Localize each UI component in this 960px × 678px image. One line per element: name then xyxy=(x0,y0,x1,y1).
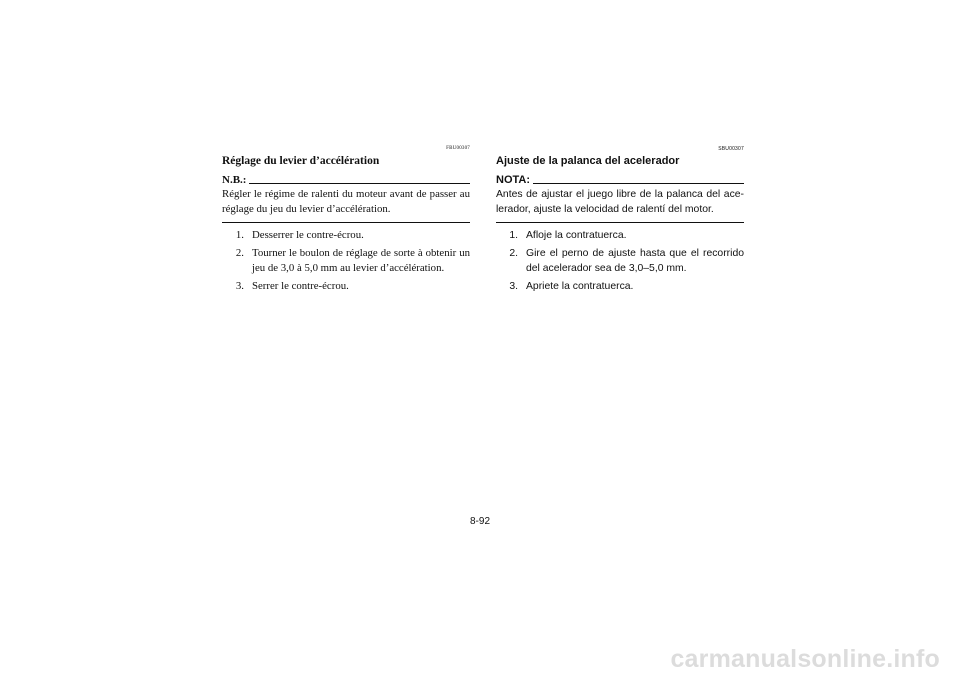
note-label: NOTA: xyxy=(496,174,531,186)
note-header xyxy=(222,173,470,187)
note-header xyxy=(496,173,744,187)
watermark: carmanualsonline.info xyxy=(670,645,940,673)
step-number: 1. xyxy=(235,229,244,241)
step-item xyxy=(222,279,470,294)
note-text: Antes de ajustar el juego libre de la palanca del ace-lerador, ajuste la velocidad de ralentí del motor. xyxy=(496,187,744,223)
step-number: 2. xyxy=(509,248,518,259)
note-text: Régler le régime de ralenti du moteur avant de passer au réglage du jeu du levier d’accélération. xyxy=(222,187,470,223)
step-number: 3. xyxy=(509,281,518,292)
step-text: Serrer le contre-écrou. xyxy=(252,280,349,292)
step-text: Tourner le boulon de réglage de sorte à obtenir un jeu de 3,0 à 5,0 mm au levier d’accélération. xyxy=(252,247,470,274)
page-number: 8-92 xyxy=(469,516,490,527)
section-code: FBU00307 xyxy=(446,146,470,151)
step-item xyxy=(496,279,744,294)
step-item xyxy=(222,246,470,276)
spanish-column xyxy=(496,146,744,297)
section-title: Réglage du levier d’accélération xyxy=(222,155,380,167)
step-item xyxy=(496,228,744,243)
section-code: SBU00307 xyxy=(718,146,744,152)
step-text: Afloje la contratuerca. xyxy=(526,230,627,241)
section-title: Ajuste de la palanca del acelerador xyxy=(496,155,680,167)
step-text: Gire el perno de ajuste hasta que el recorrido del acelerador sea de 3,0–5,0 mm. xyxy=(526,248,744,274)
french-column xyxy=(222,146,470,297)
note-label: N.B.: xyxy=(222,174,247,186)
step-item xyxy=(222,228,470,243)
note-rule xyxy=(249,183,470,184)
step-item xyxy=(496,246,744,276)
step-text: Desserrer le contre-écrou. xyxy=(252,229,364,241)
step-number: 2. xyxy=(235,247,244,259)
step-text: Apriete la contratuerca. xyxy=(526,281,634,292)
steps-list xyxy=(496,228,744,294)
steps-list xyxy=(222,228,470,294)
note-rule xyxy=(533,183,744,184)
step-number: 1. xyxy=(509,230,518,241)
step-number: 3. xyxy=(235,280,244,292)
